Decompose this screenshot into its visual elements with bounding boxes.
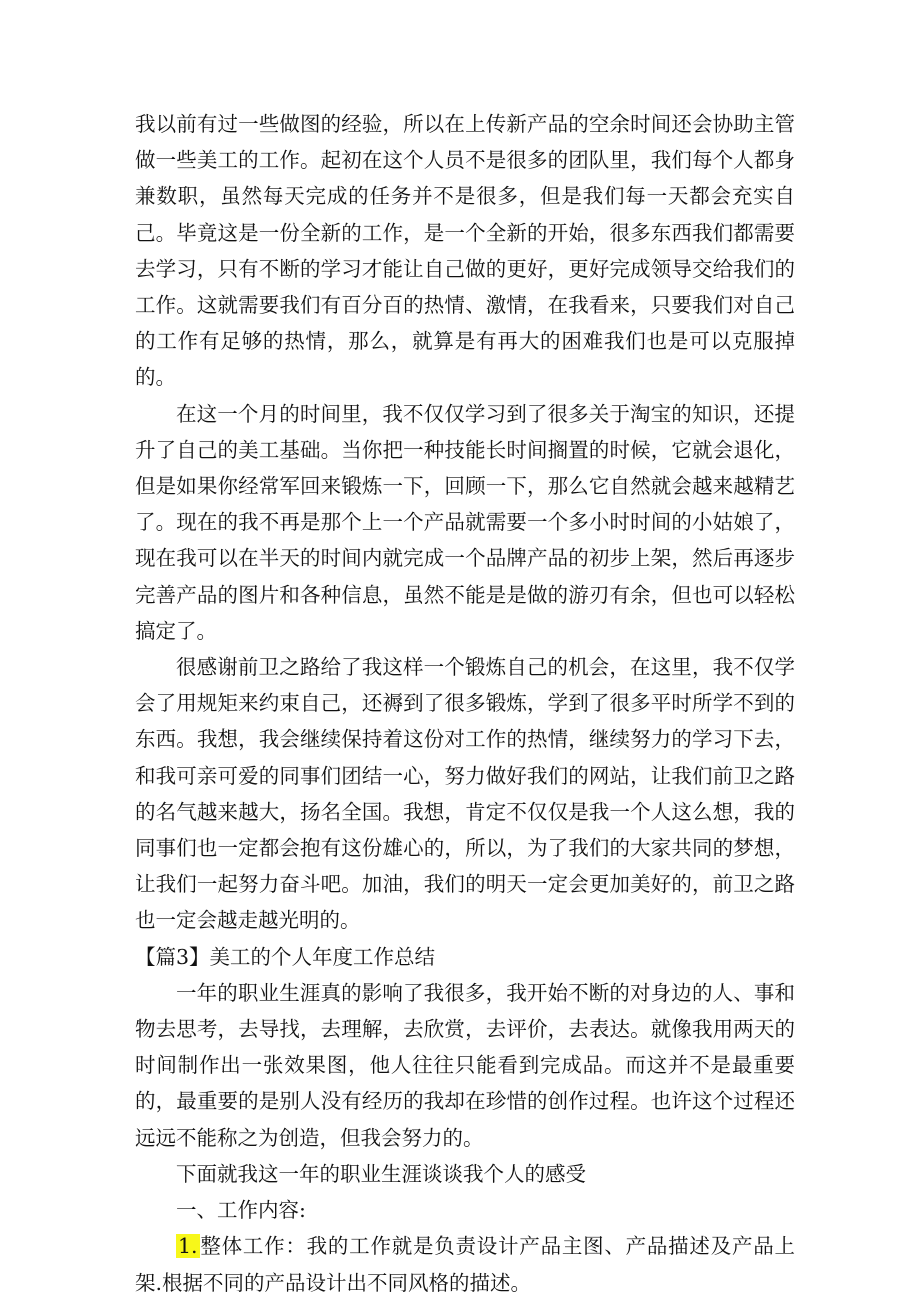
- highlighted-item-number: 1.: [178, 1234, 198, 1259]
- body-paragraph-1: 我以前有过一些做图的经验，所以在上传新产品的空余时间还会协助主管做一些美工的工作。起初在这个人员不是很多的团队里，我们每个人都身兼数职，虽然每天完成的任务并不是很多，但是我们每一天都会充实自己。毕竟这是一份全新的工作，是一个全新的开始，很多东西我们都需要去学习，只有不断的学习才能让自己做的更好，更好完成领导交给我们的工作。这就需要我们有百分百的热情、激情，在我看来，只要我们对自己的工作有足够的热情，那么，就算是有再大的困难我们也是可以克服掉的。: [135, 112, 795, 390]
- list-item-1: [135, 1228, 795, 1300]
- document-body: [135, 106, 795, 1301]
- section-paragraph: 一年的职业生涯真的影响了我很多，我开始不断的对身边的人、事和物去思考，去导找，去理解，去欣赏，去评价，去表达。就像我用两天的时间制作出一张效果图，他人往往只能看到完成品。而这并不是最重要的，最重要的是别人没有经历的我却在珍惜的创作过程。也许这个过程还远远不能称之为创造，但我会努力的。: [135, 980, 795, 1150]
- body-paragraph-2: 在这一个月的时间里，我不仅仅学习到了很多关于淘宝的知识，还提升了自己的美工基础。当你把一种技能长时间搁置的时候，它就会退化，但是如果你经常军回来锻炼一下，回顾一下，那么它自然就会越来越精艺了。现在的我不再是那个上一个产品就需要一个多小时时间的小姑娘了，现在我可以在半天的时间内就完成一个品牌产品的初步上架，然后再逐步完善产品的图片和各种信息，虽然不能是是做的游刃有余，但也可以轻松搞定了。: [135, 401, 795, 643]
- intro-line: 下面就我这一年的职业生涯谈谈我个人的感受: [176, 1161, 586, 1186]
- list-item-text: 整体工作：我的工作就是负责设计产品主图、产品描述及产品上架.根据不同的产品设计出不同风格的描述。: [135, 1234, 795, 1295]
- list-heading: 一、工作内容:: [176, 1198, 306, 1223]
- body-paragraph-3: 很感谢前卫之路给了我这样一个锻炼自己的机会，在这里，我不仅学会了用规矩来约束自己，还褥到了很多锻炼，学到了很多平时所学不到的东西。我想，我会继续保持着这份对工作的热情，继续努力的学习下去，和我可亲可爱的同事们团结一心，努力做好我们的网站，让我们前卫之路的名气越来越大，扬名全国。我想，肯定不仅仅是我一个人这么想，我的同事们也一定都会抱有这份雄心的，所以，为了我们的大家共同的梦想，让我们一起努力奋斗吧。加油，我们的明天一定会更加美好的，前卫之路也一定会越走越光明的。: [135, 655, 795, 933]
- section-heading: 【篇3】美工的个人年度工作总结: [135, 944, 436, 969]
